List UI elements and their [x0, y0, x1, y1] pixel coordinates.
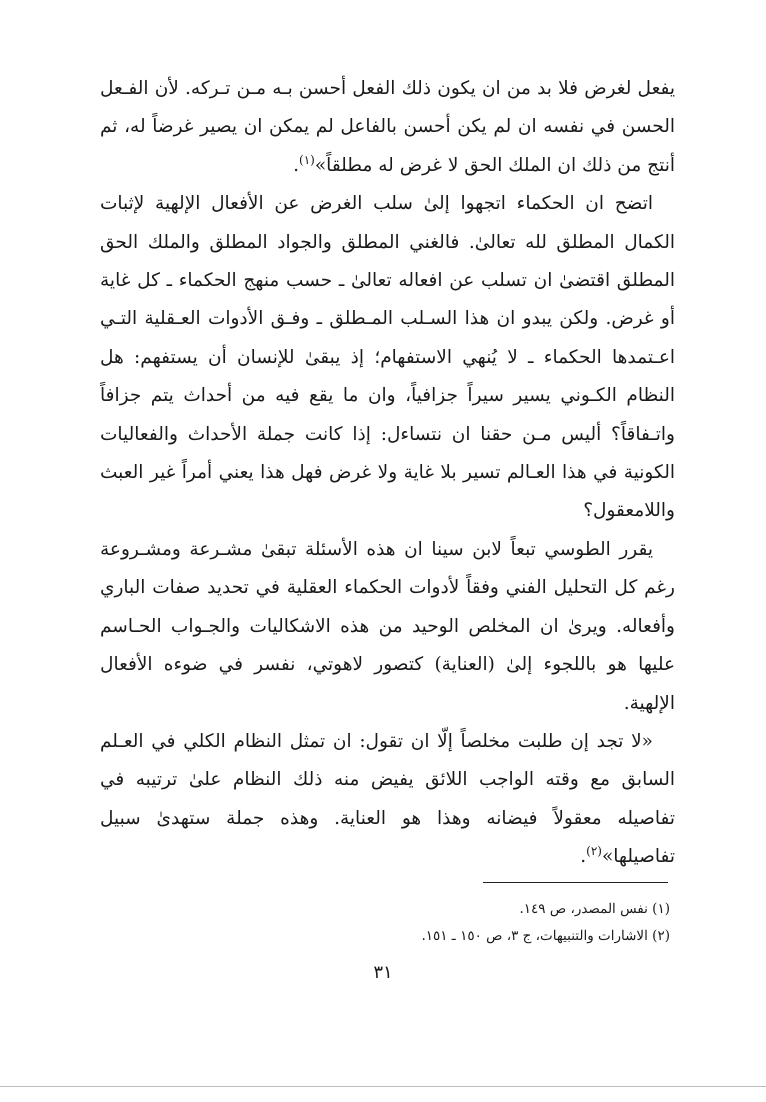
- paragraph-text: يقرر الطوسي تبعاً لابن سينا ان هذه الأسئلة تبقىٰ مشـرعة ومشـروعة رغم كل التحليل الفني وفقاً لأدوات الحكماء العقلية في تحديد صفات الباري وأفعاله. ويرىٰ ان المخلص الوحيد من هذه الاشكاليات والجـواب الحـاسم عليها هو باللجوء إلىٰ (العناية) كتصور لاهوتي، نفسر في ضوءه الأفعال الإلهية.: [100, 538, 675, 714]
- paragraph-tail: .: [293, 154, 300, 176]
- paragraph-text: اتضح ان الحكماء اتجهوا إلىٰ سلب الغرض عن الأفعال الإلهية لإثبات الكمال المطلق لله تعالىٰ. فالغني المطلق والجواد المطلق والملك الحق المطلق اقتضىٰ ان تسلب عن افعاله تعالىٰ ـ حسب منهج الحكماء ـ كل غاية أو غرض. ولكن يبدو ان هذا السـلب المـطلق ـ وفـق الأدوات العـقلية التـي اعـتمدها الحكماء ـ لا يُنهي الاستفهام؛ إذ يبقىٰ للإنسان أن يستفهم: هل النظام الكـوني يسير سيراً جزافياً، وان ما يقع فيه من أحداث يتم جزافاً واتـفاقاً؟ أليس مـن حقنا ان نتساءل: إذا كانت جملة الأحداث والفعاليات الكونية في هذا العـالم تسير بلا غاية ولا غرض فهل هذا يعني أمراً غير العبث واللامعقول؟: [100, 193, 675, 522]
- page-number: ٣١: [373, 962, 393, 983]
- paragraph-negation-of-purpose: [100, 185, 675, 531]
- footnote-separator: [483, 882, 668, 883]
- footnote-reference: (٢): [586, 843, 602, 858]
- footnote-1: (١) نفس المصدر، ص ١٤٩.: [519, 901, 670, 917]
- body-text: [100, 70, 675, 877]
- paragraph-quote-ending: [100, 70, 675, 185]
- footnotes: [300, 896, 670, 950]
- paragraph-tail: .: [580, 846, 587, 868]
- paragraph-providence-quote: [100, 723, 675, 877]
- scan-edge-line: [0, 1086, 766, 1087]
- paragraph-text: «لا تجد إن طلبت مخلصاً إلّا ان تقول: ان تمثل النظام الكلي في العـلم السابق مع وقته الواجب اللائق يفيض منه ذلك النظام علىٰ ترتيبه في تفاصيله معقولاً فيضانه وهذا هو العناية. وهذه جملة ستهدىٰ سبيل تفاصيلها»: [100, 730, 675, 868]
- footnote-reference: (١): [299, 152, 315, 167]
- paragraph-tusi-position: [100, 531, 675, 723]
- footnote-2: (٢) الاشارات والتنبيهات، ج ٣، ص ١٥٠ ـ ١٥١.: [421, 928, 670, 944]
- paragraph-text: يفعل لغرض فلا بد من ان يكون ذلك الفعل أحسن بـه مـن تـركه. لأن الفـعل الحسن في نفسه ان لم يكن أحسن بالفاعل لم يمكن ان يصير غرضاً له، ثم أنتج من ذلك ان الملك الحق لا غرض له مطلقاً»: [100, 78, 675, 176]
